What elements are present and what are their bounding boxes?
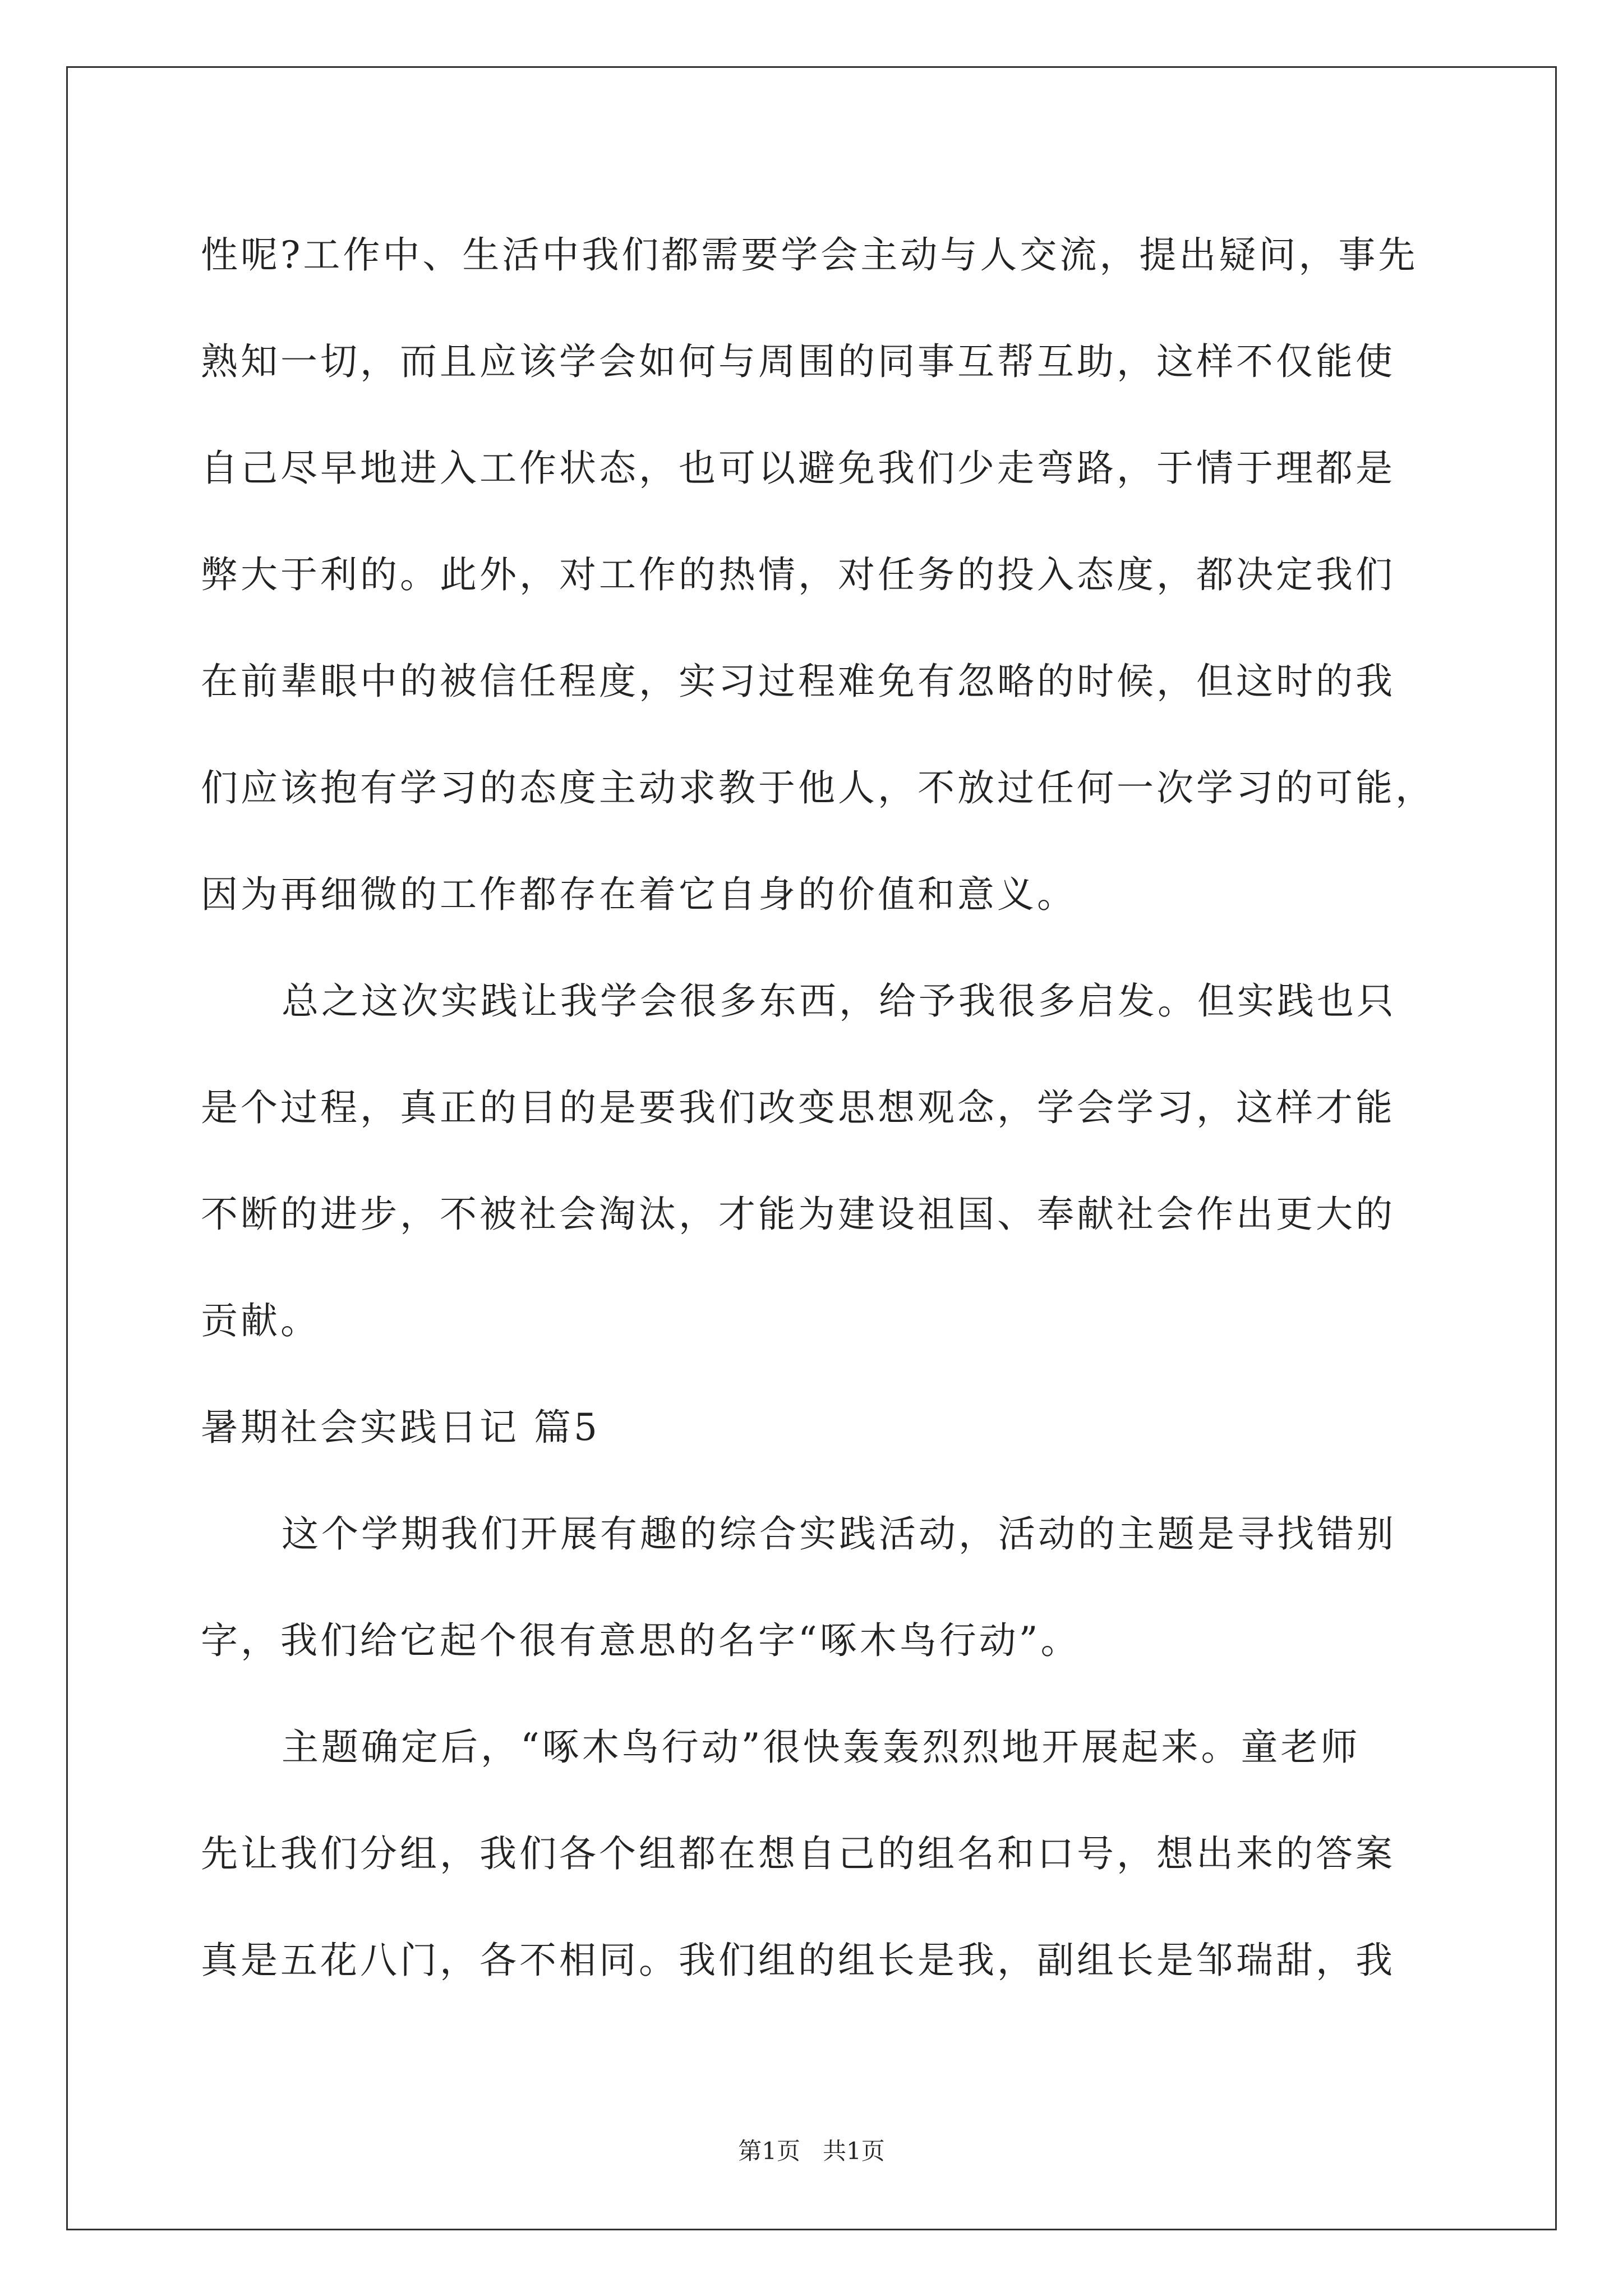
text-line: 字，我们给它起个很有意思的名字“啄木鸟行动”。 (201, 1619, 1081, 1662)
text-line: 不断的进步，不被社会淘汰，才能为建设祖国、奉献社会作出更大的 (201, 1193, 1395, 1236)
paragraph-start-line: 总之这次实践让我学会很多东西，给予我很多启发。但实践也只 (282, 979, 1396, 1023)
text-line: 熟知一切，而且应该学会如何与周围的同事互帮互助，这样不仅能使 (201, 340, 1395, 383)
text-line: 是个过程，真正的目的是要我们改变思想观念，学会学习，这样才能 (201, 1086, 1395, 1129)
section-heading: 暑期社会实践日记 篇5 (201, 1406, 600, 1449)
text-line: 自己尽早地进入工作状态，也可以避免我们少走弯路，于情于理都是 (201, 447, 1395, 490)
paragraph-start-line: 这个学期我们开展有趣的综合实践活动，活动的主题是寻找错别 (282, 1512, 1396, 1556)
text-line: 在前辈眼中的被信任程度，实习过程难免有忽略的时候，但这时的我 (201, 660, 1395, 703)
page-footer: 第1页 共1页 (738, 2137, 885, 2165)
document-body (201, 202, 1435, 2014)
text-line: 们应该抱有学习的态度主动求教于他人，不放过任何一次学习的可能， (201, 766, 1435, 809)
text-line: 先让我们分组，我们各个组都在想自己的组名和口号，想出来的答案 (201, 1832, 1395, 1875)
text-line: 因为再细微的工作都存在着它自身的价值和意义。 (201, 873, 1077, 916)
text-line: 弊大于利的。此外，对工作的热情，对任务的投入态度，都决定我们 (201, 553, 1395, 596)
text-line: 真是五花八门，各不相同。我们组的组长是我，副组长是邹瑞甜，我 (201, 1939, 1395, 1982)
paragraph-start-line: 主题确定后，“啄木鸟行动”很快轰轰烈烈地开展起来。童老师 (282, 1726, 1361, 1769)
text-line: 贡献。 (201, 1299, 320, 1342)
text-line: 性呢?工作中、生活中我们都需要学会主动与人交流，提出疑问，事先 (201, 233, 1418, 277)
